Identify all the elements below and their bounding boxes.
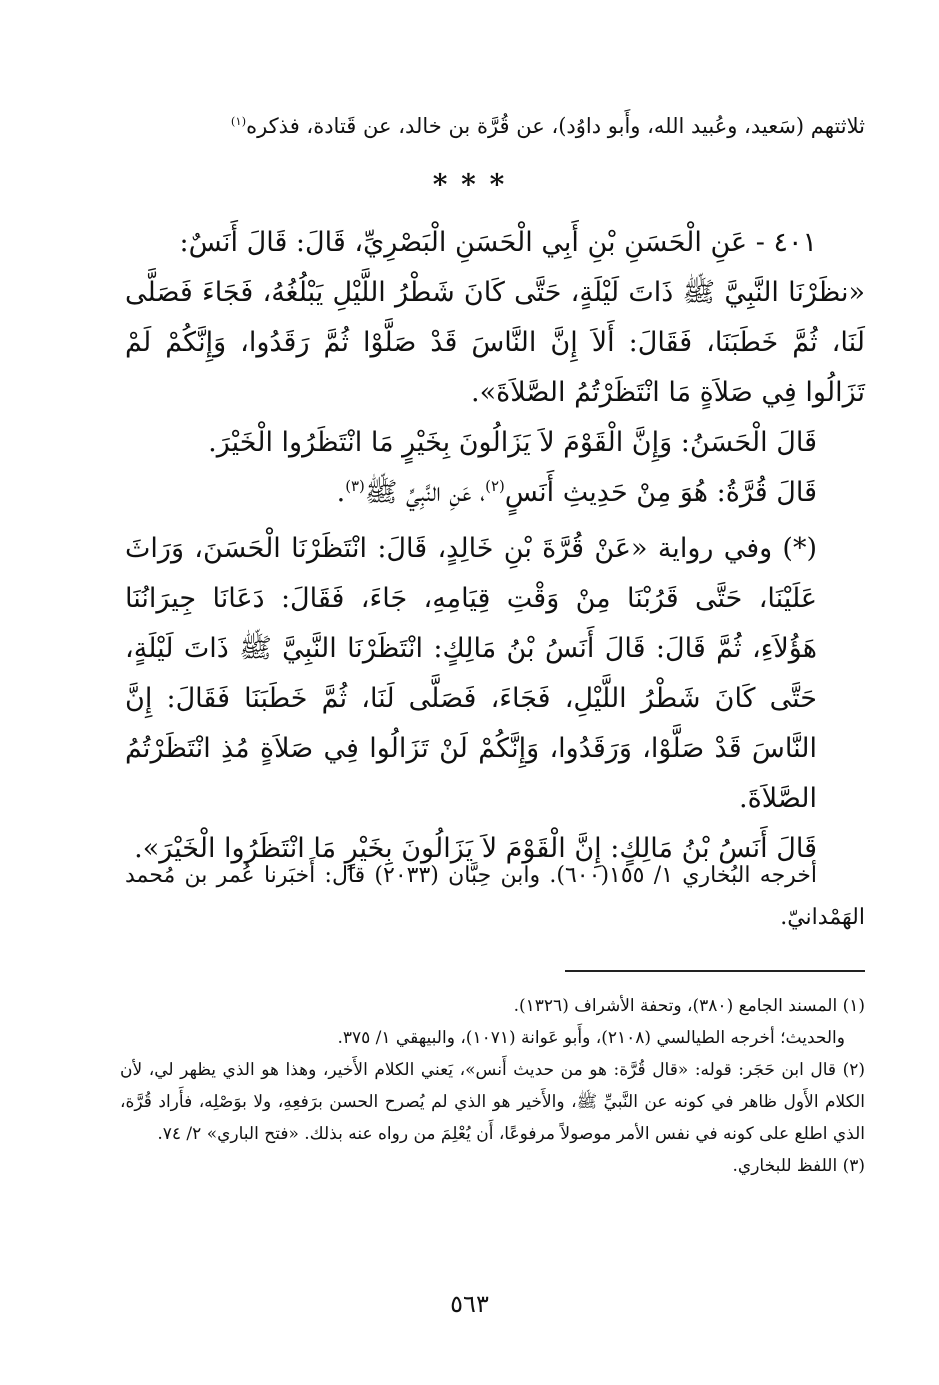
footnote-ref-2: (٢) [485,477,505,495]
hadith-number: ٤٠١ - [755,227,817,258]
qurra-text: قَالَ قُرَّةُ: هُوَ مِنْ حَدِيثِ أَنَسٍ [504,477,817,508]
anas-statement: قَالَ أَنَسُ بْنُ مَالِكٍ: إِنَّ الْقَوْمَ لاَ يَزَالُونَ بِخَيْرٍ مَا انْتَظَرُوا الْخَيْرَ». [134,833,817,864]
footnote-3: (٣) اللفظ للبخاري. [732,1156,865,1176]
takhrij-block [125,855,865,939]
qurra-statement [125,468,865,518]
footnotes [120,990,865,1182]
footnote-1-continued: والحديث؛ أخرجه الطيالسي (٢١٠٨)، وأَبو عَوانة (١٠٧١)، والبيهقي ١/ ٣٧٥. [337,1028,845,1048]
hadith-block [125,218,865,874]
qurra-mid: ، عَنِ النَّبِيِّ ﷺ [364,477,486,508]
qurra-end: . [336,477,346,508]
hasan-statement: قَالَ الْحَسَنُ: وَإِنَّ الْقَوْمَ لاَ يَزَالُونَ بِخَيْرٍ مَا انْتَظَرُوا الْخَيْرَ. [208,427,817,458]
hadith-matn: «نظَرْنَا النَّبِيَّ ﷺ ذَاتَ لَيْلَةٍ، حَتَّى كَانَ شَطْرُ اللَّيْلِ يَبْلُغُهُ، فَجَاءَ فَصَلَّى لَنَا، ثُمَّ خَطَبَنَا، فَقَالَ: أَلاَ إِنَّ النَّاسَ قَدْ صَلَّوْا ثُمَّ رَقَدُوا، وَإِنَّكُمْ لَمْ تَزَالُوا فِي صَلاَةٍ مَا انْتَظَرْتُمُ الصَّلاَةَ». [125,277,865,408]
footnote-divider [565,970,865,972]
chain-text: ثلاثتهم (سَعيد، وعُبيد الله، وأَبو داوُد)، عن قُرَّة بن خالد، عن قَتادة، فذكره [246,114,865,138]
hadith-intro [125,218,865,268]
footnote-1: (١) المسند الجامع (٣٨٠)، وتحفة الأشراف (١٣٢٦). [513,996,865,1016]
hadith-isnad: عَنِ الْحَسَنِ بْنِ أَبِي الْحَسَنِ الْبَصْرِيِّ، قَالَ: قَالَ أَنَسٌ: [179,227,748,258]
alternate-narration: (*) وفي رواية «عَنْ قُرَّةَ بْنِ خَالِدٍ، قَالَ: انْتَظَرْنَا الْحَسَنَ، وَرَاثَ عَلَيْنَا، حَتَّى قَرُبْنَا مِنْ وَقْتِ قِيَامِهِ، جَاءَ، فَقَالَ: دَعَانَا جِيرَانُنَا هَؤُلاَءِ، ثُمَّ قَالَ: قَالَ أَنَسُ بْنُ مَالِكٍ: انْتَظَرْنَا النَّبِيَّ ﷺ ذَاتَ لَيْلَةٍ، حَتَّى كَانَ شَطْرُ اللَّيْلِ، فَجَاءَ، فَصَلَّى لَنَا، ثُمَّ خَطَبَنَا فَقَالَ: إِنَّ النَّاسَ قَدْ صَلَّوْا، وَرَقَدُوا، وَإِنَّكُمْ لَنْ تَزَالُوا فِي صَلاَةٍ مُذِ انْتَظَرْتُمُ الصَّلاَةَ. [125,533,817,814]
page-number: ٥٦٣ [450,1290,489,1318]
footnote-ref-3: (٣) [345,477,365,495]
footnote-ref-1: (١) [230,114,247,128]
footnote-2: (٢) قال ابن حَجَر: قوله: «قال قُرَّة: هو من حديث أَنس»، يَعني الكلام الأَخير، وهذا هو الذي يظهر لي، لأن الكلام الأَول ظاهر في كونه عن النَّبيِّ ﷺ، والأَخير هو الذي لم يُصرح الحسن برَفعِهِ، ولا بوَصْلِه، فأَراد قُرَّة، الذي اطلع على كونه في نفس الأمر موصولاً مرفوعًا، أَن يُعْلِمَ من رواه عنه بذلك. «فتح الباري» ٢/ ٧٤. [120,1060,865,1144]
takhrij-text: أخرجه البُخاري ١/ ١٥٥(٦٠٠). وابن حِبَّان (٢٠٣٣) قال: أَخبَرنا عُمر بن مُحمد الهَمْدانيّ. [125,863,865,930]
section-separator: * * * [432,168,507,201]
chain-of-narration-line [125,106,865,146]
